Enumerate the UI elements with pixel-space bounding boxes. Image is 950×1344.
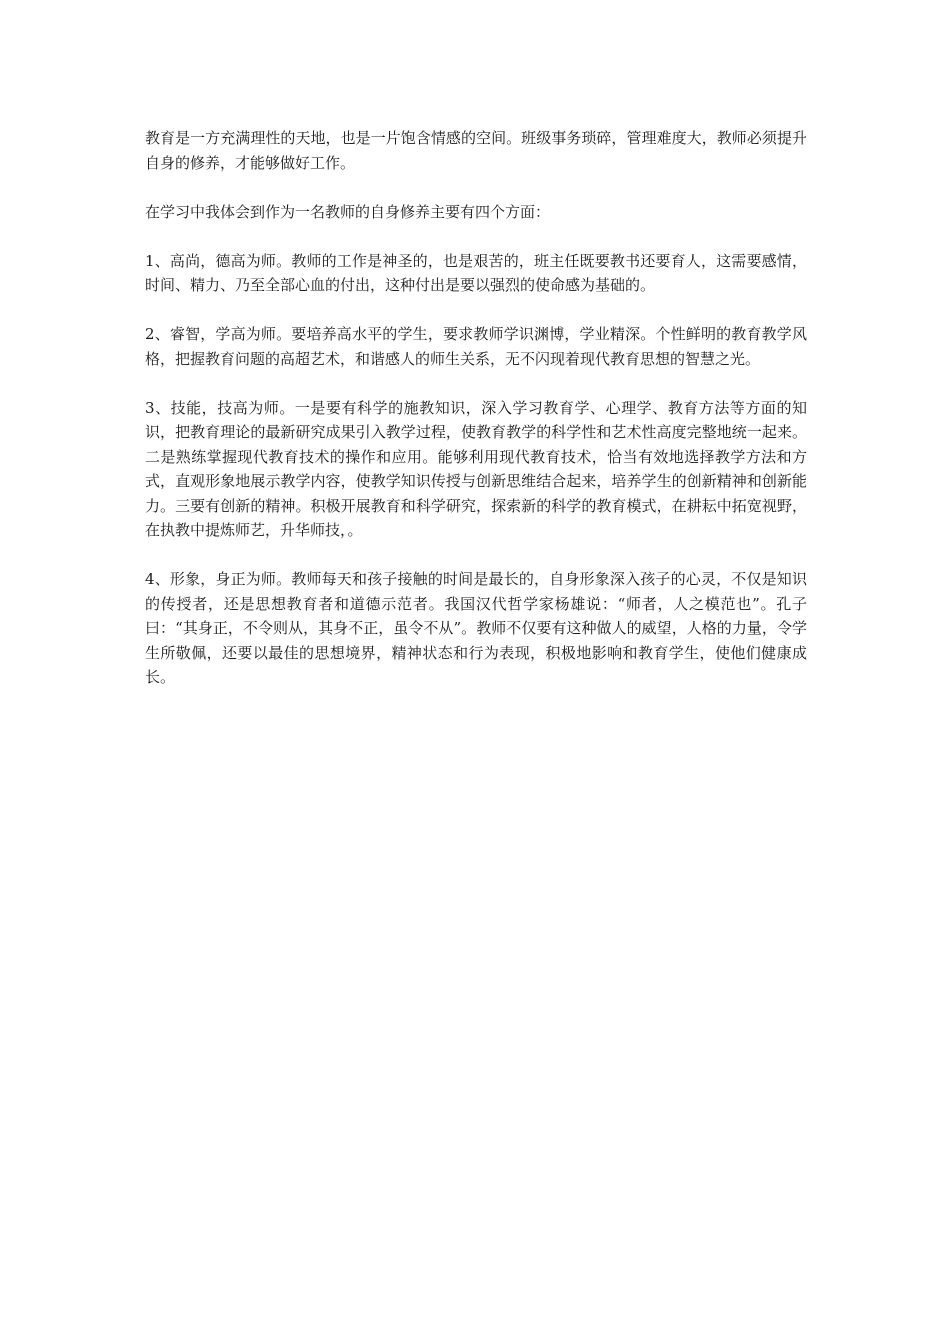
point-3-paragraph: 3、技能，技高为师。一是要有科学的施教知识，深入学习教育学、心理学、教育方法等方面的知识，把教育理论的最新研究成果引入教学过程，使教育教学的科学性和艺术性高度完整地统一起来。二是熟练掌握现代教育技术的操作和应用。能够利用现代教育技术，恰当有效地选择教学方法和方式，直观形象地展示教学内容，使教学知识传授与创新思维结合起来，培养学生的创新精神和创新能力。三要有创新的精神。积极开展教育和科学研究，探索新的科学的教育模式，在耕耘中拓宽视野，在执教中提炼师艺，升华师技，。	[145, 398, 807, 539]
point-4-paragraph: 4、形象，身正为师。教师每天和孩子接触的时间是最长的，自身形象深入孩子的心灵，不仅是知识的传授者，还是思想教育者和道德示范者。我国汉代哲学家杨雄说：“师者，人之模范也”。孔子曰：“其身正，不令则从，其身不正，虽令不从”。教师不仅要有这种做人的威望，人格的力量，令学生所敬佩，还要以最佳的思想境界，精神状态和行为表现，积极地影响和教育学生，使他们健康成长。	[145, 570, 807, 686]
lead-in-paragraph: 在学习中我体会到作为一名教师的自身修养主要有四个方面：	[145, 202, 551, 221]
document-body	[145, 126, 807, 714]
point-2-paragraph: 2、睿智，学高为师。要培养高水平的学生，要求教师学识渊博，学业精深。个性鲜明的教育教学风格，把握教育问题的高超艺术，和谐感人的师生关系，无不闪现着现代教育思想的智慧之光。	[145, 325, 807, 368]
intro-paragraph: 教育是一方充满理性的天地，也是一片饱含情感的空间。班级事务琐碎，管理难度大，教师必须提升自身的修养，才能够做好工作。	[145, 129, 807, 172]
point-1-paragraph: 1、高尚，德高为师。教师的工作是神圣的，也是艰苦的，班主任既要教书还要育人，这需要感情，时间、精力、乃至全部心血的付出，这种付出是要以强烈的使命感为基础的。	[145, 251, 807, 294]
